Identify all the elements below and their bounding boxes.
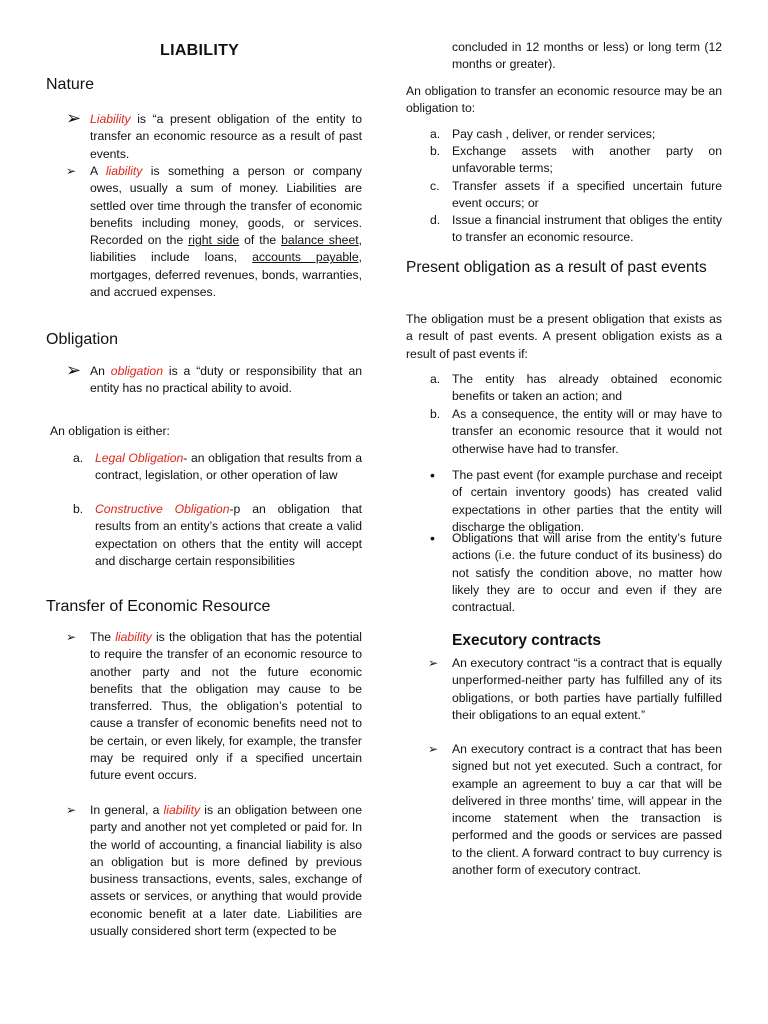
transfer-item-2-text: is an obligation between one party and another not yet completed or paid for. In the world of accounting, a financial liability is also an obligation but is more defined by previous business transactions, events, sales, exchange of assets or services, or anything that would provide economic benefit at a later date. Liabilities are usually considered short term (expected to be <box>90 803 362 939</box>
arrow-bullet-icon: ➢ <box>66 108 82 128</box>
term-constructive-obligation: Constructive Obligation <box>95 502 230 516</box>
term-liability: Liability <box>90 112 131 126</box>
obligation-type-a-text: - an obligation that results from a contract, legislation, or other operation of law <box>95 451 362 483</box>
executory-item-1-text: An executory contract “is a contract that is equally unperformed-neither party has fulfilled any of its obligations, or both parties have partially fulfilled their obligations to an equal extent.” <box>452 656 722 722</box>
executory-item-1 <box>428 655 722 724</box>
nature-item-1-text: is “a present obligation of the entity to transfer an economic resource as a result of past events. <box>90 112 362 161</box>
nature-item-2-text2: of the <box>239 233 282 248</box>
list-marker: b. <box>430 407 441 421</box>
arrow-bullet-icon: ➢ <box>66 630 77 644</box>
transfer-item-1 <box>66 629 363 785</box>
transfer-intro: An obligation to transfer an economic resource may be an obligation to: <box>406 84 722 116</box>
arrow-bullet-icon: ➢ <box>428 656 439 670</box>
transfer-list-d-text: Issue a financial instrument that obliges the entity to transfer an economic resource. <box>452 213 722 245</box>
present-list-b <box>430 406 722 458</box>
present-list-b-text: As a consequence, the entity will or may have to transfer an economic resource that it would not otherwise have had to transfer. <box>452 407 722 456</box>
present-obligation-heading: Present obligation as a result of past events <box>406 259 707 276</box>
term-legal-obligation: Legal Obligation <box>95 451 184 465</box>
arrow-bullet-icon: ➢ <box>66 164 77 178</box>
transfer-list-d <box>430 212 722 247</box>
list-marker: a. <box>430 372 441 386</box>
transfer-item-2 <box>66 802 362 940</box>
executory-heading: Executory contracts <box>452 632 602 649</box>
continued-text: concluded in 12 months or less) or long term (12 months or greater). <box>452 40 722 72</box>
list-marker: a. <box>430 127 441 141</box>
bullet-item-1-text: The past event (for example purchase and receipt of certain inventory goods) has created valid expectations in other parties that the entity will discharge the obligation. <box>452 468 722 534</box>
bullet-item-2-text: Obligations that will arise from the entity’s future actions (i.e. the future conduct of its business) do not satisfy the condition above, no matter how likely they are to occur and even if they are contractual. <box>452 531 722 615</box>
term-liability: liability <box>115 630 152 644</box>
transfer-item-1-text: is the obligation that has the potential to require the transfer of an economic resource to another party and not the future economic benefits that the obligation may cause to be transferred. Thus, the obligation’s potential to cause a transfer of economic benefits need not to be certain, or even likely, for example, the transfer may be required only if a specified uncertain future event occurs. <box>90 630 363 783</box>
nature-item-2-text3: , liabilities include loans, <box>90 233 362 265</box>
obligation-item-1-pre: An <box>90 364 111 378</box>
list-marker: c. <box>430 179 440 193</box>
nature-item-2-pre: A <box>90 164 106 178</box>
accounts-payable-link[interactable]: accounts payable <box>252 250 359 265</box>
transfer-item-2-pre: In general, a <box>90 803 164 817</box>
obligation-heading: Obligation <box>46 331 119 348</box>
term-liability: liability <box>105 164 143 178</box>
list-marker: b. <box>430 144 441 158</box>
obligation-either: An obligation is either: <box>50 424 170 438</box>
bullet-item-2 <box>430 530 722 616</box>
dot-bullet-icon: • <box>430 467 435 483</box>
transfer-item-1-pre: The <box>90 630 116 644</box>
arrow-bullet-icon: ➢ <box>428 742 439 756</box>
obligation-type-b-text: -p an obligation that results from an entity’s actions that create a valid expectation on others that the entity will accept and discharge certain responsibilities <box>95 502 362 568</box>
transfer-list-a <box>430 126 722 143</box>
bullet-item-1 <box>430 467 722 536</box>
list-marker: d. <box>430 213 441 227</box>
transfer-list-b <box>430 143 722 178</box>
right-side-link[interactable]: right side <box>188 233 240 248</box>
transfer-list-a-text: Pay cash , deliver, or render services; <box>452 127 656 141</box>
executory-item-2-text: An executory contract is a contract that has been signed but not yet executed. Such a contract, for example an agreement to buy a car that will be delivered in three months’ time, will appear in the income statement when the transaction is performed and the goods or services are passed to the client. A forward contract to buy currency is another form of executory contract. <box>452 742 722 878</box>
present-list-a-text: The entity has already obtained economic benefits or taken an action; and <box>452 372 722 404</box>
nature-heading: Nature <box>46 76 95 93</box>
balance-sheet-link[interactable]: balance sheet <box>281 233 359 248</box>
term-liability: liability <box>163 803 201 817</box>
list-marker: a. <box>73 451 84 465</box>
transfer-list-c-text: Transfer assets if a specified uncertain future event occurs; or <box>452 179 722 211</box>
nature-item-2-text4: , mortgages, deferred revenues, bonds, warranties, and accrued expenses. <box>90 250 362 300</box>
dot-bullet-icon: • <box>430 530 435 546</box>
page-title: LIABILITY <box>160 42 240 59</box>
nature-item-1 <box>66 108 362 163</box>
transfer-list-c <box>430 178 722 213</box>
obligation-item-1-text: is a “duty or responsibility that an entity has no practical ability to avoid. <box>90 364 363 396</box>
transfer-heading: Transfer of Economic Resource <box>46 598 271 615</box>
executory-item-2 <box>428 741 722 879</box>
present-list-a <box>430 371 722 406</box>
transfer-list-b-text: Exchange assets with another party on unfavorable terms; <box>452 144 722 176</box>
list-marker: b. <box>73 502 84 516</box>
arrow-bullet-icon: ➢ <box>66 803 77 817</box>
obligation-type-b <box>73 501 362 570</box>
term-obligation: obligation <box>110 364 163 378</box>
obligation-type-a <box>73 450 362 485</box>
obligation-item-1 <box>66 360 363 398</box>
present-obligation-text: The obligation must be a present obligation that exists as a result of past events. A present obligation exists as a result of past events if: <box>406 312 722 361</box>
nature-item-2 <box>66 163 362 301</box>
arrow-bullet-icon: ➢ <box>66 360 82 380</box>
nature-item-2-text1: is something a person or company owes, usually a sum of money. Liabilities are settled over time through the transfer of economic benefits including money, goods, or services. Recorded on the <box>90 164 362 248</box>
